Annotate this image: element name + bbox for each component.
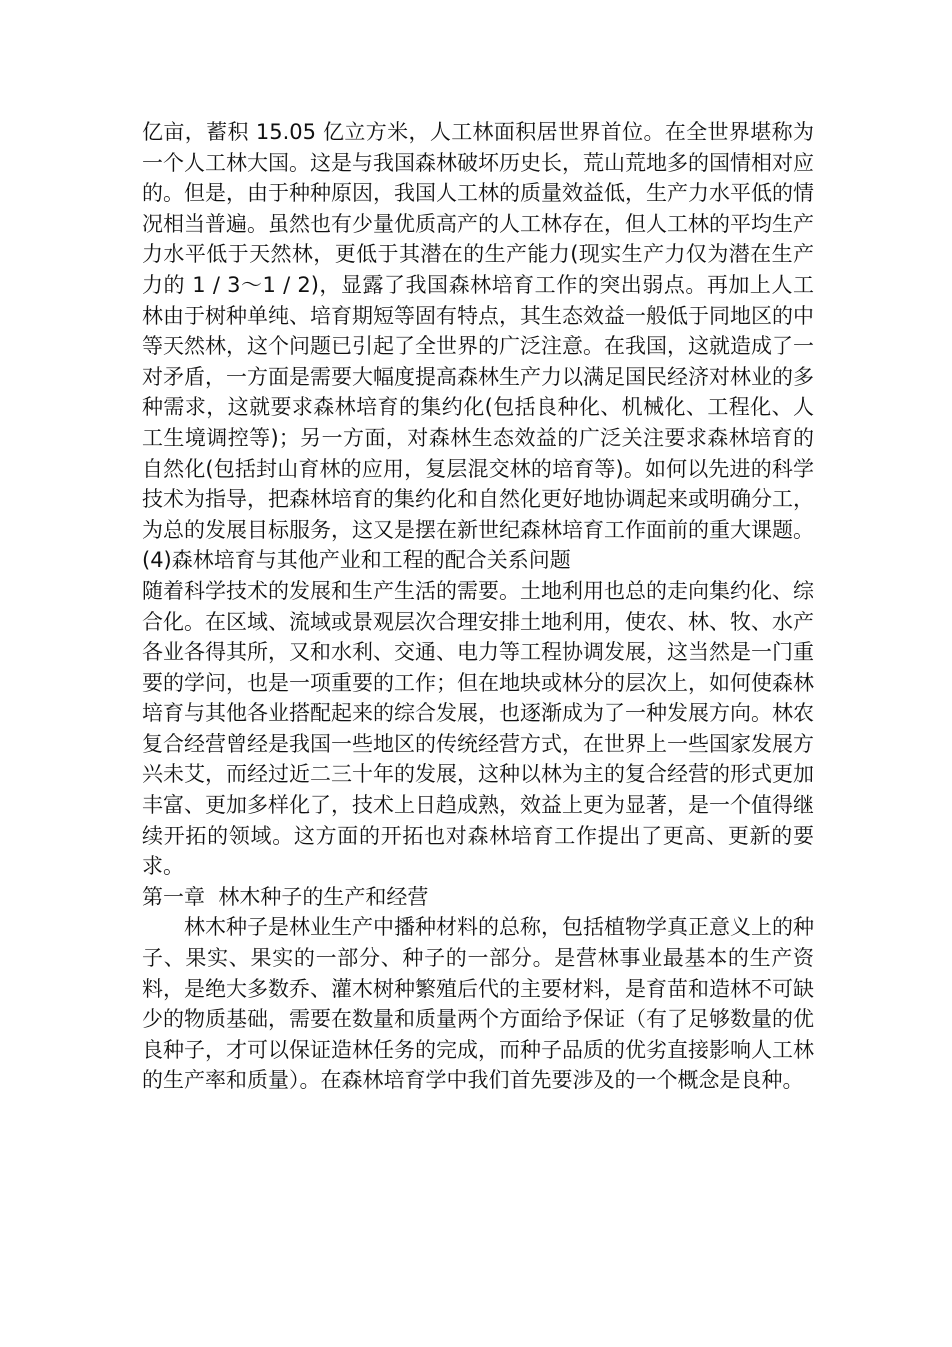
document-page — [142, 117, 814, 1096]
chapter-paragraph: 林木种子是林业生产中播种材料的总称，包括植物学真正意义上的种子、果实、果实的一部分、种子的一部分。是营林事业最基本的生产资料，是绝大多数乔、灌木树种繁殖后代的主要材料，是育苗和造林不可缺少的物质基础，需要在数量和质量两个方面给予保证（有了足够数量的优良种子，才可以保证造林任务的完成，而种子品质的优劣直接影响人工林的生产率和质量）。在森林培育学中我们首先要涉及的一个概念是良种。 — [142, 915, 814, 1093]
chapter-heading: 第一章 林木种子的生产和经营 — [142, 884, 429, 909]
section-paragraph: 随着科学技术的发展和生产生活的需要。土地利用也总的走向集约化、综合化。在区域、流域或景观层次合理安排土地利用，使农、林、牧、水产各业各得其所，又和水利、交通、电力等工程协调发展，这当然是一门重要的学问，也是一项重要的工作；但在地块或林分的层次上，如何使森林培育与其他各业搭配起来的综合发展，也逐渐成为了一种发展方向。林农复合经营曾经是我国一些地区的传统经营方式，在世界上一些国家发展方兴未艾，而经过近二三十年的发展，这种以林为主的复合经营的形式更加丰富、更加多样化了，技术上日趋成熟，效益上更为显著，是一个值得继续开拓的领域。这方面的开拓也对森林培育工作提出了更高、更新的要求。 — [142, 578, 814, 879]
section-heading: (4)森林培育与其他产业和工程的配合关系问题 — [142, 548, 571, 573]
paragraph-continuation: 亿亩，蓄积 15.05 亿立方米，人工林面积居世界首位。在全世界堪称为一个人工林大国。这是与我国森林破坏历史长，荒山荒地多的国情相对应的。但是，由于种种原因，我国人工林的质量效益低，生产力水平低的情况相当普遍。虽然也有少量优质高产的人工林存在，但人工林的平均生产力水平低于天然林，更低于其潜在的生产能力(现实生产力仅为潜在生产力的 1 / 3～1 / 2)，显露了我国森林培育工作的突出弱点。再加上人工林由于树种单纯、培育期短等固有特点，其生态效益一般低于同地区的中等天然林，这个问题已引起了全世界的广泛注意。在我国，这就造成了一对矛盾，一方面是需要大幅度提高森林生产力以满足国民经济对林业的多种需求，这就要求森林培育的集约化(包括良种化、机械化、工程化、人工生境调控等)；另一方面，对森林生态效益的广泛关注要求森林培育的自然化(包括封山育林的应用，复层混交林的培育等)。如何以先进的科学技术为指导，把森林培育的集约化和自然化更好地协调起来或明确分工，为总的发展目标服务，这又是摆在新世纪森林培育工作面前的重大课题。 — [142, 120, 814, 542]
